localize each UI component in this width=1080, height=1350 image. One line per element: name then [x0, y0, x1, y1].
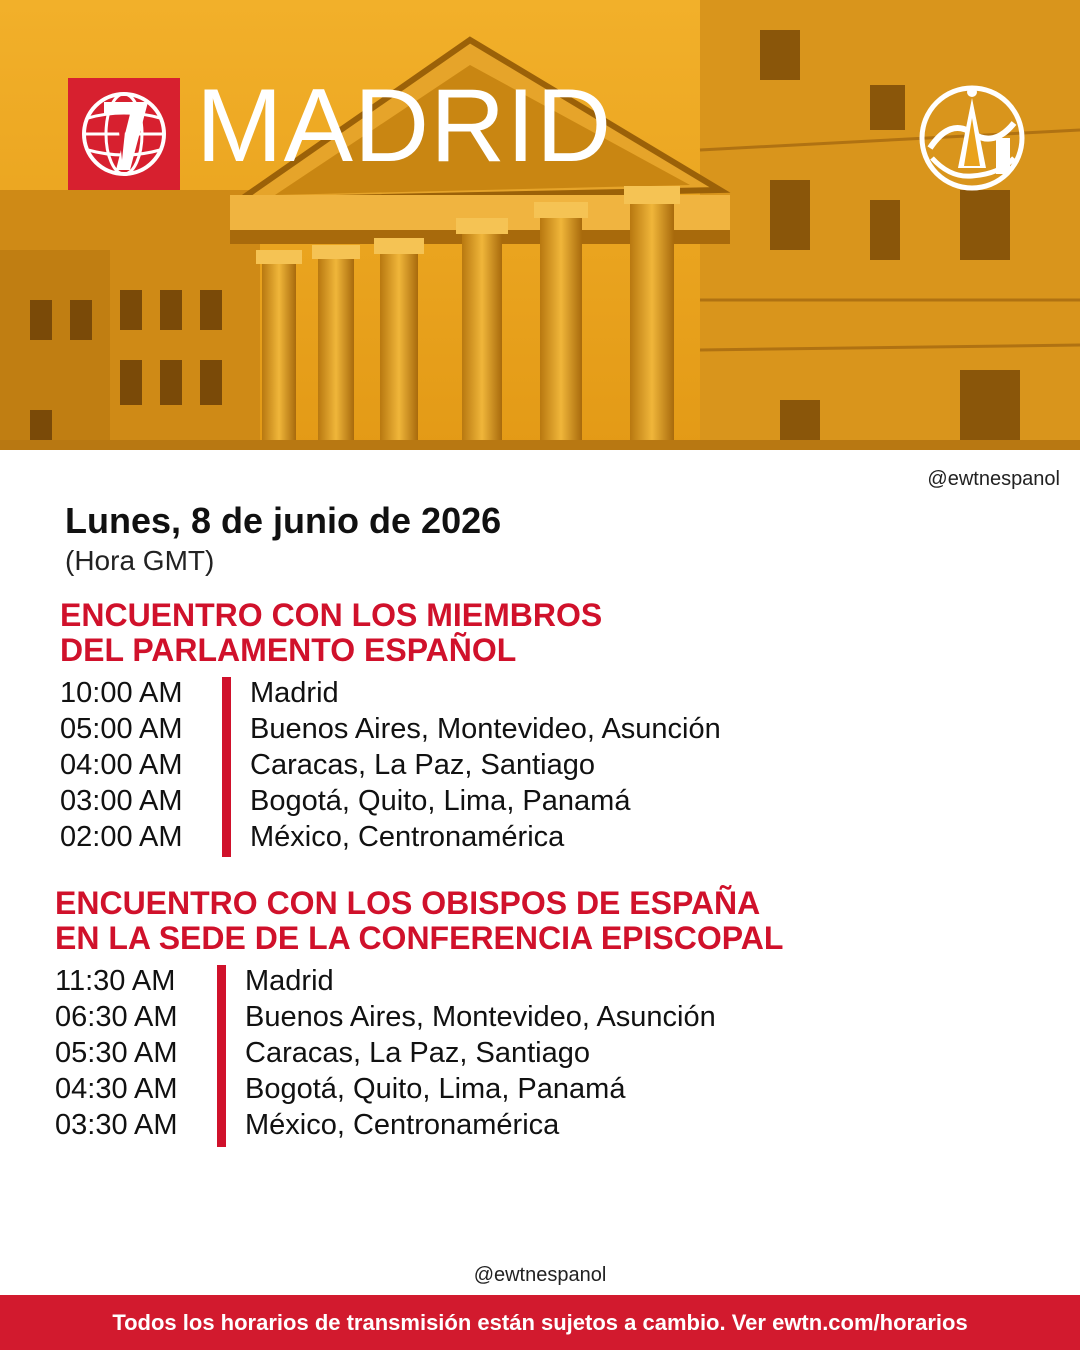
city-label: México, Centronamérica [250, 821, 565, 853]
section-title-line: ENCUENTRO CON LOS MIEMBROS [60, 597, 603, 633]
papal-visit-crest [910, 78, 1034, 196]
city-label: Madrid [250, 677, 339, 709]
divider-bar [217, 965, 226, 1147]
time-label: 06:30 AM [55, 1001, 178, 1033]
time-label: 03:00 AM [60, 785, 183, 817]
city-label: Madrid [245, 965, 334, 997]
city-label: México, Centronamérica [245, 1109, 560, 1141]
city-title: MADRID [196, 68, 613, 184]
city-label: Buenos Aires, Montevideo, Asunción [250, 713, 721, 745]
section-title-bishops [55, 886, 783, 956]
footer-disclaimer: Todos los horarios de transmisión están sujetos a cambio. Ver ewtn.com/horarios [112, 1310, 968, 1335]
section-title-line: ENCUENTRO CON LOS OBISPOS DE ESPAÑA [55, 885, 761, 921]
ewtn-logo [68, 78, 180, 190]
timezone-note: (Hora GMT) [65, 545, 215, 576]
city-label: Caracas, La Paz, Santiago [250, 749, 595, 781]
footer-banner [0, 1295, 1080, 1350]
section-title-parliament [60, 598, 602, 668]
city-label: Buenos Aires, Montevideo, Asunción [245, 1001, 716, 1033]
social-handle-top: @ewtnespanol [927, 468, 1060, 490]
ewtn-globe-logo-icon [68, 78, 180, 190]
section-title-line: EN LA SEDE DE LA CONFERENCIA EPISCOPAL [55, 920, 784, 956]
time-label: 04:30 AM [55, 1073, 178, 1105]
city-label: Bogotá, Quito, Lima, Panamá [250, 785, 631, 817]
city-label: Bogotá, Quito, Lima, Panamá [245, 1073, 626, 1105]
time-label: 10:00 AM [60, 677, 183, 709]
time-label: 04:00 AM [60, 749, 183, 781]
section-title-line: DEL PARLAMENTO ESPAÑOL [60, 632, 517, 668]
event-date: Lunes, 8 de junio de 2026 [65, 500, 502, 541]
time-label: 05:00 AM [60, 713, 183, 745]
time-label: 03:30 AM [55, 1109, 178, 1141]
hero-banner [0, 0, 1080, 450]
divider-bar [222, 677, 231, 857]
time-label: 11:30 AM [55, 965, 176, 997]
social-handle-bottom: @ewtnespanol [473, 1264, 607, 1286]
city-label: Caracas, La Paz, Santiago [245, 1037, 590, 1069]
papal-visit-crest-icon [910, 78, 1034, 196]
time-label: 05:30 AM [55, 1037, 178, 1069]
time-label: 02:00 AM [60, 821, 183, 853]
